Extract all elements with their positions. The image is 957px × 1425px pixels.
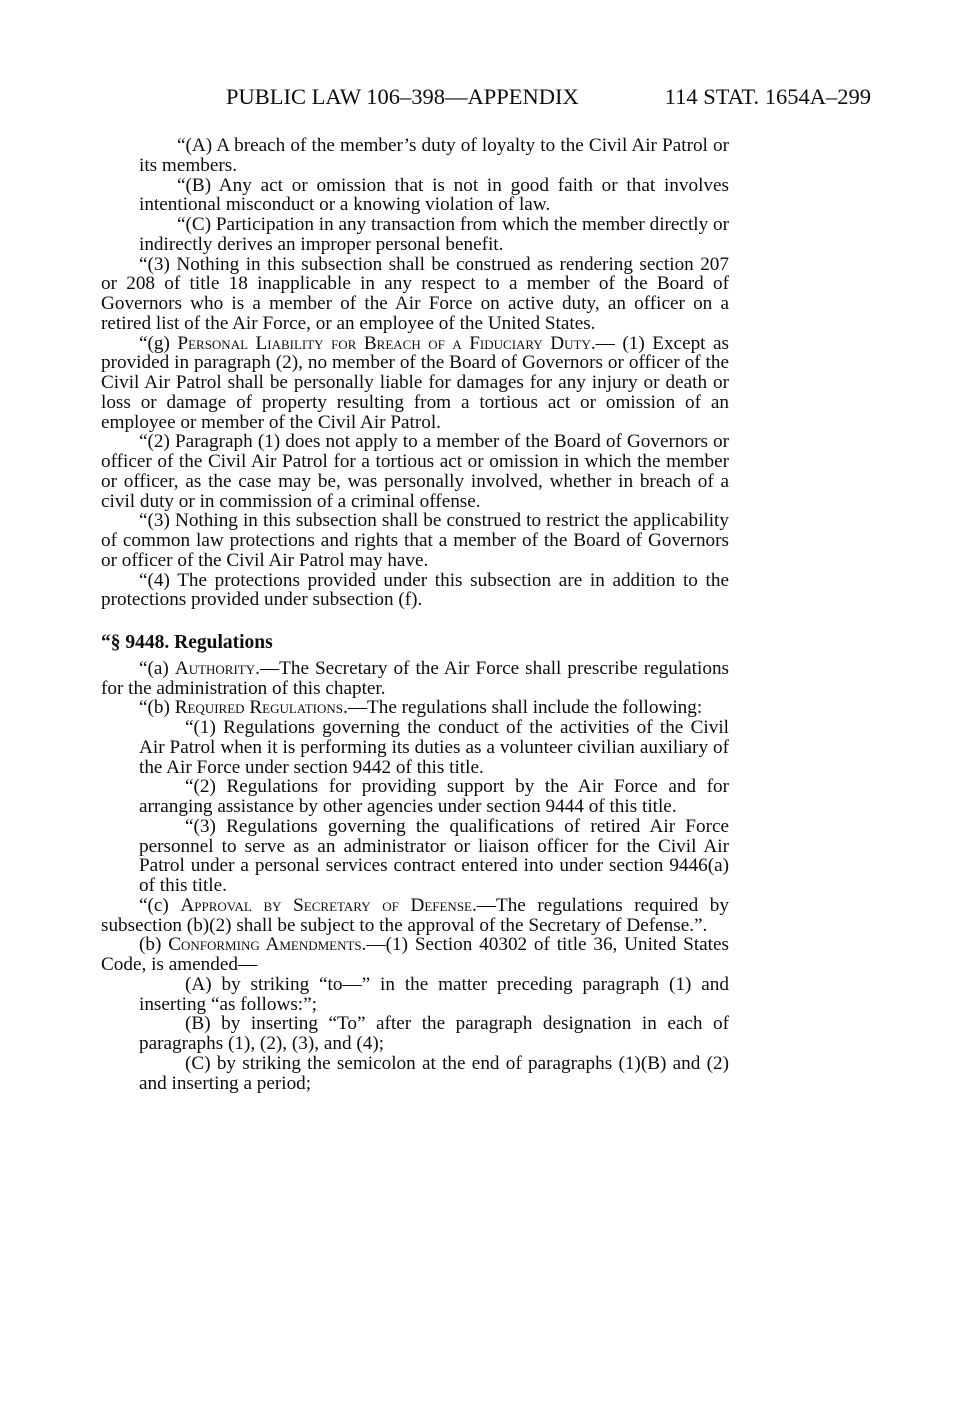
- subsection-c-intro: “(c): [139, 894, 181, 916]
- clause-C: “(C) Participation in any transaction from which the member directly or indirectly derives an improper personal benefit.: [139, 214, 729, 255]
- conforming-amendments: [101, 935, 729, 975]
- header-page-number: 114 STAT. 1654A–299: [664, 84, 871, 109]
- conforming-caption: Conforming Amendments: [168, 934, 362, 956]
- clause-A: “(A) A breach of the member’s duty of loyalty to the Civil Air Patrol or its members.: [139, 135, 729, 176]
- subsection-g-3: “(3) Nothing in this subsection shall be construed to restrict the applicability of common law protections and rights that a member of the Board of Governors or officer of the Civil Air Patrol may have.: [101, 510, 729, 571]
- subsection-g: [101, 334, 729, 433]
- subsection-c: [101, 896, 729, 936]
- subsection-c-text: .—The regulations required by subsection (b)(2) shall be subject to the approval of the Secretary of Defense.”.: [101, 894, 729, 936]
- conforming-text: .—(1) Section 40302 of title 36, United States Code, is amended—: [101, 934, 730, 975]
- subsection-b-text: .—The regulations shall include the following:: [343, 697, 703, 719]
- subsection-a-caption: Authority: [174, 657, 256, 679]
- subsection-b-3: “(3) Regulations governing the qualifications of retired Air Force personnel to serve as an administrator or liaison officer for the Civil Air Patrol under a personal services contract entered into under section 9446(a) of this title.: [139, 815, 729, 896]
- section-heading: “§ 9448. Regulations: [101, 632, 273, 653]
- clause-B: “(B) Any act or omission that is not in good faith or that involves intentional misconduct or a knowing violation of law.: [139, 174, 729, 216]
- subsection-b-caption: Required Regulations: [174, 697, 344, 719]
- subsection-g-intro: “(g): [139, 332, 178, 354]
- subsection-b-1: “(1) Regulations governing the conduct of the activities of the Civil Air Patrol when it is performing its duties as a volunteer civilian auxiliary of the Air Force under section 9442 of this title.: [139, 717, 729, 778]
- subsection-b-2: “(2) Regulations for providing support by the Air Force and for arranging assistance by other agencies under section 9444 of this title.: [139, 776, 729, 817]
- amendment-C: (C) by striking the semicolon at the end of paragraphs (1)(B) and (2) and inserting a period;: [139, 1052, 729, 1094]
- header-title: PUBLIC LAW 106–398—APPENDIX: [226, 84, 579, 109]
- amendment-B: (B) by inserting “To” after the paragraph designation in each of paragraphs (1), (2), (3), and (4);: [139, 1013, 729, 1054]
- subsection-a: [101, 659, 729, 699]
- subsection-c-caption: Approval by Secretary of Defense: [180, 894, 472, 916]
- conforming-intro: (b): [139, 934, 169, 956]
- subsection-a-text: .—The Secretary of the Air Force shall prescribe regulations for the administration of this chapter.: [101, 657, 730, 699]
- subsection-g-text: .— (1) Except as provided in paragraph (2), no member of the Board of Governors or officer of the Civil Air Patrol shall be personally liable for damages for any injury or death or loss or damage of property resulting from a tortious act or omission of an employee or member of the Civil Air Patrol.: [101, 332, 729, 433]
- subsection-g-4: “(4) The protections provided under this subsection are in addition to the protections provided under subsection (f).: [101, 569, 729, 611]
- subsection-b: [101, 698, 729, 718]
- subsection-b-intro: “(b): [139, 697, 175, 719]
- amendment-A: (A) by striking “to—” in the matter preceding paragraph (1) and inserting “as follows:”;: [139, 973, 729, 1015]
- subsection-g-caption: Personal Liability for Breach of a Fiduciary Duty: [177, 332, 591, 354]
- document-body: [101, 136, 729, 1093]
- subsection-g-2: “(2) Paragraph (1) does not apply to a member of the Board of Governors or officer of the Civil Air Patrol for a tortious act or omission in which the member or officer, as the case may be, was personally involved, whether in breach of a civil duty or in commission of a criminal offense.: [101, 431, 729, 512]
- paragraph-3: “(3) Nothing in this subsection shall be construed as rendering section 207 or 208 of title 18 inapplicable in any respect to a member of the Board of Governors who is a member of the Air Force on active duty, an officer on a retired list of the Air Force, or an employee of the United States.: [101, 253, 729, 334]
- subsection-a-intro: “(a): [139, 657, 175, 679]
- running-header: [0, 84, 957, 116]
